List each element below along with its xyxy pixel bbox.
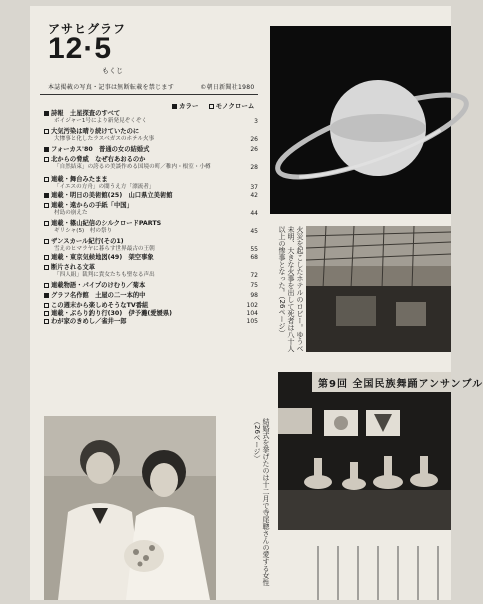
article-text-block — [278, 538, 451, 600]
toc-page-number: 98 — [250, 292, 258, 299]
hotel-fire-photo — [306, 226, 451, 352]
toc-page-number: 42 — [250, 192, 258, 199]
copyright-notice — [48, 82, 255, 91]
color-mark-icon — [44, 193, 49, 198]
mono-mark-icon — [44, 157, 49, 162]
color-mark-icon — [44, 293, 49, 298]
mono-mark-icon — [44, 203, 49, 208]
stage-dance-photo — [278, 372, 483, 530]
toc-title: 連載・篠山紀信のシルクロードPARTS — [51, 220, 162, 227]
issue-number: 12·5 — [48, 32, 113, 65]
legend-color: カラー — [172, 102, 199, 110]
toc-entry[interactable] — [44, 292, 258, 299]
toc-subtitle: 「イエスの方舟」の闇うえ方「漂流者」 — [54, 184, 155, 190]
toc-entry[interactable] — [44, 192, 258, 199]
toc-page-number: 37 — [250, 184, 258, 191]
mono-mark-icon — [44, 265, 49, 270]
toc-entry[interactable] — [44, 302, 258, 309]
toc-entry[interactable] — [44, 310, 258, 317]
toc-title: ザンスカール紀行(その1) — [51, 238, 124, 245]
wedding-photo — [44, 416, 216, 600]
toc-title: グラフ名作館 土屋の二一本的中 — [51, 292, 146, 299]
mono-mark-icon — [44, 221, 49, 226]
toc-entry[interactable] — [44, 264, 258, 279]
mono-mark-icon — [44, 239, 49, 244]
legend — [172, 101, 262, 110]
toc-title: 北からの脅威 なぜ右あおるのか — [51, 156, 146, 163]
header-rule — [40, 94, 258, 95]
toc-title: 大気汚染は晴り続けていたのに — [51, 128, 140, 135]
toc-page-number: 45 — [250, 228, 258, 235]
toc-title: 連載・東京気候地図(49) 架空事象 — [51, 254, 154, 261]
toc-entry[interactable] — [44, 146, 258, 153]
toc-page-number: 72 — [250, 272, 258, 279]
toc-subtitle: 「自然結束」の誇るの美談作める国境の町／稚内・根室・小樽 — [54, 164, 211, 170]
mono-mark-icon — [44, 255, 49, 260]
toc-entry[interactable] — [44, 318, 258, 325]
toc-title: この週末から楽しめそうなTV番組 — [51, 302, 149, 309]
mono-mark-icon — [44, 283, 49, 288]
couple-image — [44, 416, 216, 600]
toc-page-number: 102 — [246, 302, 258, 309]
toc-entry[interactable] — [44, 128, 258, 143]
poster-text: 第9回 全国民族舞踊アンサンブル — [318, 379, 483, 390]
mono-mark-icon — [209, 104, 214, 109]
toc-title: 連載・明日の美術館(25) 山口県立美術館 — [51, 192, 173, 199]
color-mark-icon — [44, 147, 49, 152]
toc-title: 断片される文革 — [51, 264, 96, 271]
stage-image — [278, 372, 451, 530]
toc-title: 詩報 土星探査のすべて — [51, 110, 121, 117]
toc-title: 連載・舞台みたまま — [51, 176, 108, 183]
mono-mark-icon — [44, 129, 49, 134]
toc-page-number: 26 — [250, 146, 258, 153]
toc-subtitle: 雪えのヒマラヤに暮らす世界最古の王朝 — [54, 246, 155, 252]
color-mark-icon — [44, 111, 49, 116]
toc-page-number: 104 — [246, 310, 258, 317]
notice-text: 本誌掲載の写真・記事は無断転載を禁じます — [48, 84, 175, 91]
toc-page-number: 105 — [246, 318, 258, 325]
wedding-caption: 結婚式を挙げたのは十二月で寺尾聰さんの愛する女性（26ページ） — [253, 418, 270, 586]
toc-entry[interactable] — [44, 254, 258, 261]
building-icon — [306, 226, 451, 352]
toc-page-number: 26 — [250, 136, 258, 143]
toc-entry[interactable] — [44, 238, 258, 253]
toc-subtitle: ボイジャー1号により新発見ぞくぞく — [54, 118, 147, 124]
mono-mark-icon — [44, 177, 49, 182]
toc-entry[interactable] — [44, 202, 258, 217]
magazine-title: アサヒグラフ — [48, 22, 127, 36]
toc-title: 連載・ぶらり釣り行(30) 伊予灘(愛媛県) — [51, 310, 173, 317]
saturn-icon — [270, 26, 451, 214]
toc-entry[interactable] — [44, 282, 258, 289]
toc-page-number: 75 — [250, 282, 258, 289]
toc-entry[interactable] — [44, 156, 258, 171]
toc-page-number: 68 — [250, 254, 258, 261]
legend-mono: モノクローム — [209, 102, 255, 110]
toc-page-number: 3 — [254, 118, 258, 125]
toc-entry[interactable] — [44, 176, 258, 191]
toc-entry[interactable] — [44, 220, 258, 235]
text-lines — [278, 538, 451, 600]
toc-entry[interactable] — [44, 110, 258, 125]
color-mark-icon — [172, 104, 177, 109]
toc-page-number: 44 — [250, 210, 258, 217]
mono-mark-icon — [44, 303, 49, 308]
toc-subtitle: 大惨事と化したラスベガスのホテル火事 — [54, 136, 155, 142]
toc-page-number: 55 — [250, 246, 258, 253]
toc-title: 連載物語・パイプのけむり／菊本 — [51, 282, 146, 289]
saturn-photo — [270, 26, 451, 214]
mono-mark-icon — [44, 319, 49, 324]
copyright-text: ©朝日新聞社1980 — [200, 84, 255, 91]
toc-page-number: 28 — [250, 164, 258, 171]
toc-subtitle: 村島の崩えた — [54, 210, 88, 216]
toc-title: わが家のきめし／雀井一郎 — [51, 318, 127, 325]
contents-heading: もくじ — [102, 67, 123, 75]
toc-title: 連載・遠からの手紙「中国」 — [51, 202, 133, 209]
fire-caption: 火災を起こしたホテルのロビー。ゆうべ未明、大きな火事を出して死者は八十人以上の惨事となった。（26ページ） — [278, 226, 304, 352]
toc-subtitle: ギリシャ(5) 村の祭り — [54, 228, 113, 234]
toc-subtitle: 「四人組」裁判に貴女たちも聖なる声出 — [54, 272, 155, 278]
mono-mark-icon — [44, 311, 49, 316]
toc-title: フォーカス'80 普通の女の結婚式 — [51, 146, 150, 153]
